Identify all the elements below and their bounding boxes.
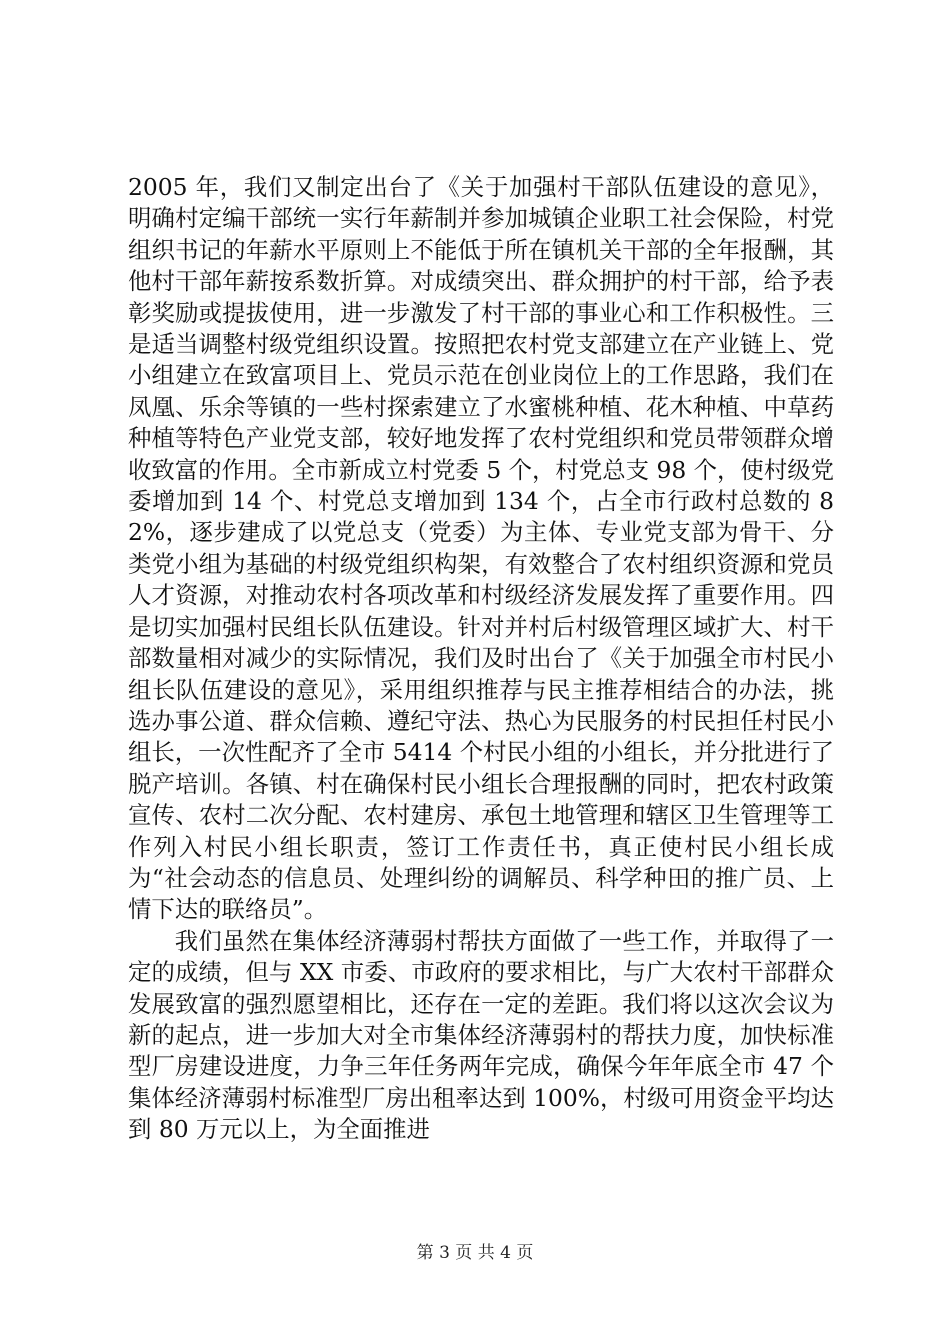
page-footer: 第 3 页 共 4 页 (416, 1243, 534, 1263)
paragraph-2: 我们虽然在集体经济薄弱村帮扶方面做了一些工作，并取得了一定的成绩，但与 XX 市委、市政府的要求相比，与广大农村干部群众发展致富的强烈愿望相比，还存在一定的差距。我们将以这次会议为新的起点，进一步加大对全市集体经济薄弱村的帮扶力度，加快标准型厂房建设进度，力争三年任务两年完成，确保今年年底全市 47 个集体经济薄弱村标准型厂房出租率达到 100%，村级可用资金平均达到 80 万元以上，为全面推进 (128, 926, 834, 1144)
document-body (128, 172, 834, 1146)
paragraph-1: 2005 年，我们又制定出台了《关于加强村干部队伍建设的意见》，明确村定编干部统一实行年薪制并参加城镇企业职工社会保险，村党组织书记的年薪水平原则上不能低于所在镇机关干部的全年报酬，其他村干部年薪按系数折算。对成绩突出、群众拥护的村干部，给予表彰奖励或提拔使用，进一步激发了村干部的事业心和工作积极性。三是适当调整村级党组织设置。按照把农村党支部建立在产业链上、党小组建立在致富项目上、党员示范在创业岗位上的工作思路，我们在凤凰、乐余等镇的一些村探索建立了水蜜桃种植、花木种植、中草药种植等特色产业党支部，较好地发挥了农村党组织和党员带领群众增收致富的作用。全市新成立村党委 5 个，村党总支 98 个，使村级党委增加到 14 个、村党总支增加到 134 个，占全市行政村总数的 82%，逐步建成了以党总支（党委）为主体、专业党支部为骨干、分类党小组为基础的村级党组织构架，有效整合了农村组织资源和党员人才资源，对推动农村各项改革和村级经济发展发挥了重要作用。四是切实加强村民组长队伍建设。针对并村后村级管理区域扩大、村干部数量相对减少的实际情况，我们及时出台了《关于加强全市村民小组长队伍建设的意见》，采用组织推荐与民主推荐相结合的办法，挑选办事公道、群众信赖、遵纪守法、热心为民服务的村民担任村民小组长，一次性配齐了全市 5414 个村民小组的小组长，并分批进行了脱产培训。各镇、村在确保村民小组长合理报酬的同时，把农村政策宣传、农村二次分配、农村建房、承包土地管理和辖区卫生管理等工作列入村民小组长职责，签订工作责任书，真正使村民小组长成为“社会动态的信息员、处理纠纷的调解员、科学种田的推广员、上情下达的联络员”。 (128, 173, 834, 924)
